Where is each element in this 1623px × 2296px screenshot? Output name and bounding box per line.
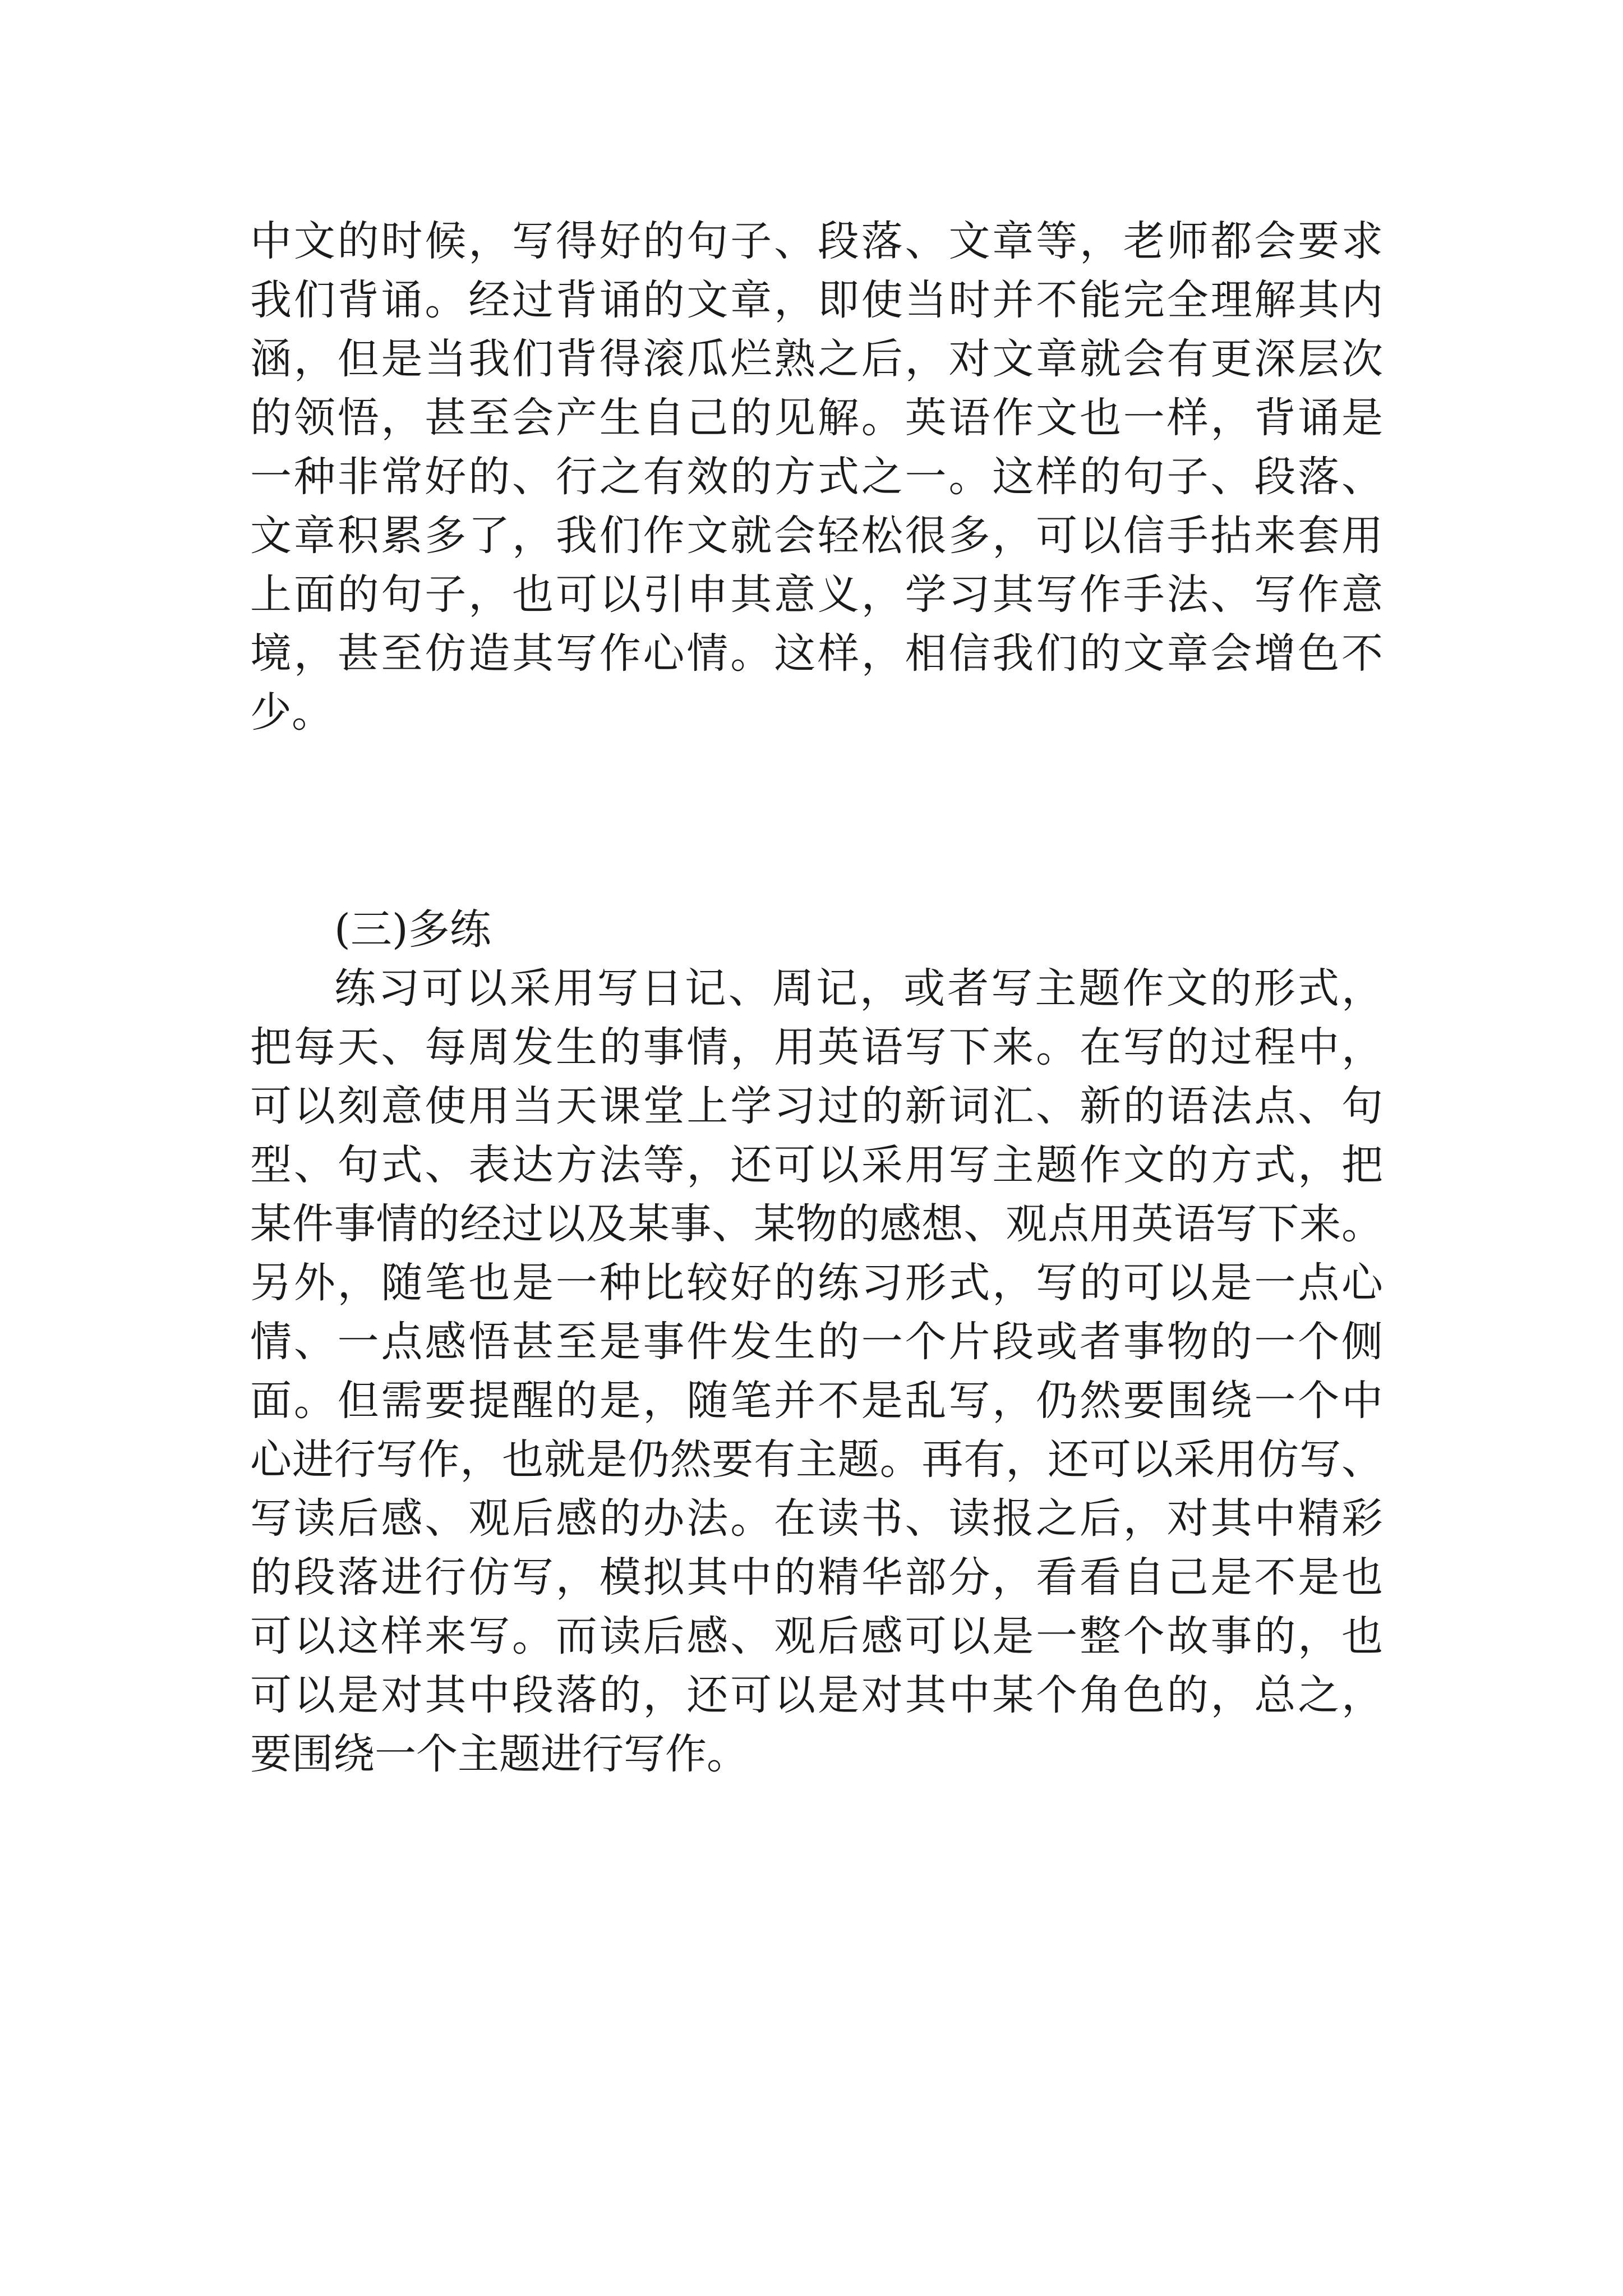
paragraph-line: 境，甚至仿造其写作心情。这样，相信我们的文章会增色不 bbox=[250, 629, 1383, 678]
paragraph-line: 可以是对其中段落的，还可以是对其中某个角色的，总之， bbox=[250, 1671, 1383, 1719]
paragraph-line: 练习可以采用写日记、周记，或者写主题作文的形式， bbox=[334, 964, 1383, 1013]
paragraph-line: 型、句式、表达方法等，还可以采用写主题作文的方式，把 bbox=[250, 1141, 1383, 1189]
paragraph-line: 文章积累多了，我们作文就会轻松很多，可以信手拈来套用 bbox=[250, 512, 1383, 560]
paragraph-line: 上面的句子，也可以引申其意义，学习其写作手法、写作意 bbox=[250, 570, 1383, 619]
paragraph-line: 另外，随笔也是一种比较好的练习形式，写的可以是一点心 bbox=[250, 1259, 1383, 1307]
paragraph-line: 可以这样来写。而读后感、观后感可以是一整个故事的，也 bbox=[250, 1612, 1383, 1660]
paragraph-line: 一种非常好的、行之有效的方式之一。这样的句子、段落、 bbox=[250, 453, 1383, 501]
paragraph-line: 涵，但是当我们背得滚瓜烂熟之后，对文章就会有更深层次 bbox=[250, 335, 1383, 383]
paragraph-line: 的段落进行仿写，模拟其中的精华部分，看看自己是不是也 bbox=[250, 1553, 1383, 1602]
paragraph-2 bbox=[250, 959, 1383, 1784]
paragraph-line: 把每天、每周发生的事情，用英语写下来。在写的过程中， bbox=[250, 1023, 1383, 1071]
section-heading-text: (三)多练 bbox=[334, 905, 491, 954]
section-heading bbox=[250, 900, 1383, 959]
paragraph-1 bbox=[250, 212, 1383, 742]
paragraph-line: 中文的时候，写得好的句子、段落、文章等，老师都会要求 bbox=[250, 217, 1383, 265]
paragraph-line: 情、一点感悟甚至是事件发生的一个片段或者事物的一个侧 bbox=[250, 1318, 1383, 1366]
paragraph-line: 我们背诵。经过背诵的文章，即使当时并不能完全理解其内 bbox=[250, 276, 1383, 324]
paragraph-line: 可以刻意使用当天课堂上学习过的新词汇、新的语法点、句 bbox=[250, 1082, 1383, 1130]
paragraph-line: 的领悟，甚至会产生自己的见解。英语作文也一样，背诵是 bbox=[250, 394, 1383, 442]
paragraph-line: 某件事情的经过以及某事、某物的感想、观点用英语写下来。 bbox=[250, 1200, 1383, 1248]
paragraph-line: 写读后感、观后感的办法。在读书、读报之后，对其中精彩 bbox=[250, 1494, 1383, 1543]
paragraph-line: 要围绕一个主题进行写作。 bbox=[250, 1730, 748, 1778]
paragraph-line: 少。 bbox=[250, 688, 333, 737]
paragraph-line: 心进行写作，也就是仍然要有主题。再有，还可以采用仿写、 bbox=[250, 1435, 1383, 1484]
paragraph-line: 面。但需要提醒的是，随笔并不是乱写，仍然要围绕一个中 bbox=[250, 1377, 1383, 1425]
